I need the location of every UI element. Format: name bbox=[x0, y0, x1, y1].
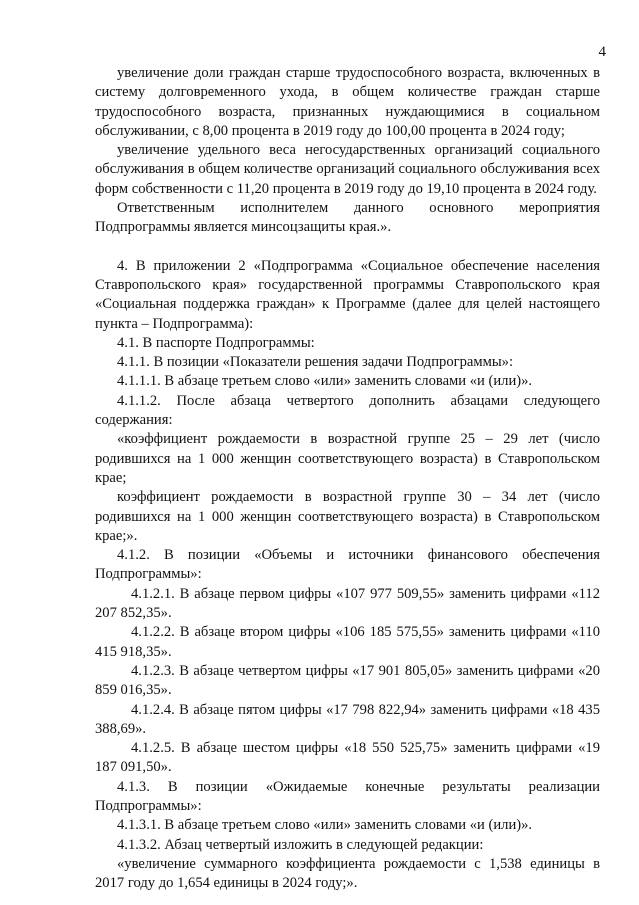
document-body bbox=[95, 64, 600, 893]
paragraph: 4.1.2. В позиции «Объемы и источники финансового обеспечения Подпрограммы»: bbox=[95, 547, 600, 583]
paragraph: 4.1.2.5. В абзаце шестом цифры «18 550 525,75» заменить цифрами «19 187 091,50». bbox=[95, 740, 600, 776]
paragraph: «коэффициент рождаемости в возрастной группе 25 – 29 лет (число родившихся на 1 000 женщин соответствующего возраста) в Ставропольском крае; bbox=[95, 431, 600, 486]
paragraph: 4.1.2.2. В абзаце втором цифры «106 185 575,55» заменить цифрами «110 415 918,35». bbox=[95, 624, 600, 660]
paragraph: 4.1.2.1. В абзаце первом цифры «107 977 509,55» заменить цифрами «112 207 852,35». bbox=[95, 585, 600, 622]
paragraph: Ответственным исполнителем данного основного мероприятия Подпрограммы является минсоцзащиты края.». bbox=[95, 200, 600, 236]
paragraph: 4.1.1.2. После абзаца четвертого дополнить абзацами следующего содержания: bbox=[95, 392, 600, 429]
paragraph: «увеличение суммарного коэффициента рождаемости с 1,538 единицы в 2017 году до 1,654 единицы в 2024 году;». bbox=[95, 855, 600, 892]
paragraph: 4.1.3.2. Абзац четвертый изложить в следующей редакции: bbox=[117, 836, 484, 853]
paragraph: 4.1.2.4. В абзаце пятом цифры «17 798 822,94» заменить цифрами «18 435 388,69». bbox=[95, 701, 600, 737]
paragraph: 4.1.1. В позиции «Показатели решения задачи Подпрограммы»: bbox=[117, 354, 514, 371]
paragraph: 4. В приложении 2 «Подпрограмма «Социальное обеспечение населения Ставропольского края» государственной программы Ставропольского края «Социальная поддержка граждан» к Программе (далее для целей настоящего пункта – Подпрограмма): bbox=[95, 257, 600, 332]
paragraph: 4.1.3.1. В абзаце третьем слово «или» заменить словами «и (или)». bbox=[117, 817, 533, 834]
paragraph: 4.1.1.1. В абзаце третьем слово «или» заменить словами «и (или)». bbox=[117, 373, 533, 390]
paragraph: увеличение удельного веса негосударственных организаций социального обслуживания в общем количестве организаций социального обслуживания всех форм собственности с 11,20 процента в 2019 году до 19,10 процента в 2024 году. bbox=[95, 142, 600, 197]
page-number: 4 bbox=[598, 44, 606, 60]
paragraph: 4.1. В паспорте Подпрограммы: bbox=[117, 334, 315, 351]
paragraph: увеличение доли граждан старше трудоспособного возраста, включенных в систему долговременного ухода, в общем количестве граждан старше трудоспособного возраста, признанных нуждающимися в социальном обслуживании, с 8,00 процента в 2019 году до 100,00 процента в 2024 году; bbox=[95, 65, 600, 139]
paragraph: 4.1.2.3. В абзаце четвертом цифры «17 901 805,05» заменить цифрами «20 859 016,35». bbox=[95, 662, 600, 699]
paragraph: коэффициент рождаемости в возрастной группе 30 – 34 лет (число родившихся на 1 000 женщин соответствующего возраста) в Ставропольском крае;». bbox=[95, 489, 600, 544]
paragraph: 4.1.3. В позиции «Ожидаемые конечные результаты реализации Подпрограммы»: bbox=[95, 778, 600, 814]
